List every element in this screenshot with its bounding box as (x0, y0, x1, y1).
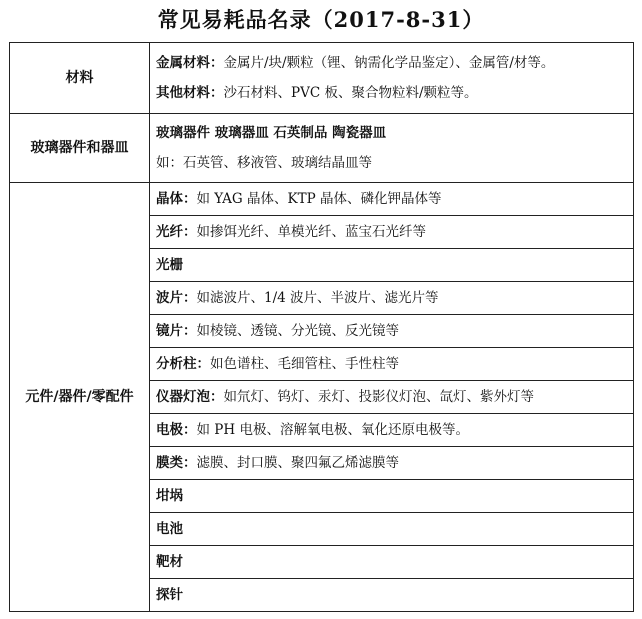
item-text: 如掺饵光纤、单模光纤、蓝宝石光纤等 (196, 223, 426, 240)
item-label: 光栅 (156, 256, 183, 273)
item-text: 如：石英管、移液管、玻璃结晶皿等 (156, 155, 372, 171)
page-title: 常见易耗品名录（2017-8-31） (157, 7, 485, 32)
item-label: 其他材料： (156, 85, 224, 101)
table-row (10, 43, 634, 114)
item-cell (150, 546, 634, 579)
item-label: 镜片： (156, 322, 197, 339)
item-label: 电极： (156, 421, 197, 438)
item-text: 沙石材料、PVC 板、聚合物粒料/颗粒等。 (223, 85, 478, 101)
item-label: 探针 (156, 586, 183, 603)
item-cell (150, 43, 634, 114)
item-label: 靶材 (156, 553, 183, 570)
item-text: 如氘灯、钨灯、汞灯、投影仪灯泡、氙灯、紫外灯等 (223, 388, 534, 405)
item-cell (150, 282, 634, 315)
item-text: 如滤波片、1/4 波片、半波片、滤光片等 (196, 289, 439, 306)
category-cell: 玻璃器件和器皿 (10, 114, 150, 183)
item-cell (150, 249, 634, 282)
item-text: 滤膜、封口膜、聚四氟乙烯滤膜等 (196, 454, 399, 471)
item-text: 如棱镜、透镜、分光镜、反光镜等 (196, 322, 399, 339)
item-cell (150, 447, 634, 480)
item-label: 分析柱： (156, 355, 210, 372)
item-text: 金属片/块/颗粒（锂、钠需化学品鉴定）、金属管/材等。 (223, 55, 555, 71)
item-text: 如 PH 电极、溶解氧电极、氧化还原电极等。 (196, 421, 469, 438)
table-row (10, 114, 634, 183)
item-cell (150, 480, 634, 513)
list-item (156, 118, 627, 148)
item-cell (150, 183, 634, 216)
category-cell: 元件/器件/零配件 (10, 183, 150, 612)
item-text: 如 YAG 晶体、KTP 晶体、磷化钾晶体等 (196, 190, 442, 207)
item-cell (150, 114, 634, 183)
item-label: 仪器灯泡： (156, 388, 224, 405)
list-item (156, 48, 627, 78)
item-cell (150, 216, 634, 249)
item-label: 光纤： (156, 223, 197, 240)
list-item (156, 78, 627, 108)
item-text: 如色谱柱、毛细管柱、手性柱等 (210, 355, 399, 372)
item-cell (150, 579, 634, 612)
item-cell (150, 513, 634, 546)
item-cell (150, 381, 634, 414)
item-cell (150, 348, 634, 381)
category-cell: 材料 (10, 43, 150, 114)
item-cell (150, 414, 634, 447)
item-label: 电池 (156, 520, 183, 537)
item-label: 波片： (156, 289, 197, 306)
item-label: 坩埚 (156, 487, 183, 504)
item-label: 金属材料： (156, 55, 224, 71)
table-row (10, 183, 634, 216)
list-item (156, 148, 627, 178)
consumables-table (9, 42, 634, 612)
item-label: 膜类： (156, 454, 197, 471)
item-label: 玻璃器件 玻璃器皿 石英制品 陶瓷器皿 (156, 125, 387, 141)
item-label: 晶体： (156, 190, 197, 207)
item-cell (150, 315, 634, 348)
